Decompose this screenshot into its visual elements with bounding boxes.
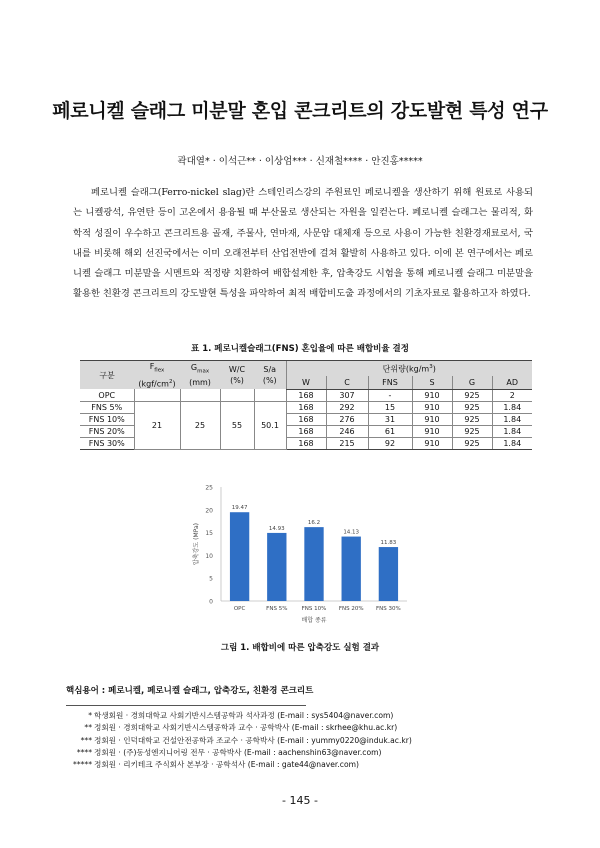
cell-empty (254, 389, 286, 401)
keywords: 핵심용어 : 페로니켈, 페로니켈 슬래그, 압축강도, 친환경 콘크리트 (66, 686, 314, 696)
footnote-text: 정회원 · (주)동성엔지니어링 전무 · 공학박사 (E-mail : aachenshin63@naver.com) (94, 747, 382, 757)
x-tick-label: FNS 10% (301, 606, 327, 612)
header-type: 구분 (80, 361, 134, 390)
cell-sa: 50.1 (254, 401, 286, 449)
bar (342, 537, 361, 601)
footnote-mark: ***** (73, 760, 92, 770)
footnote-text: 정회원 · 인덕대학교 건설안전공학과 조교수 · 공학박사 (E-mail : yummy0220@induk.ac.kr) (94, 735, 412, 745)
footnote (66, 747, 412, 759)
header-fns: FNS (368, 376, 412, 389)
footnote (66, 710, 412, 722)
bar-value-label: 11.83 (380, 540, 397, 547)
header-gmax: $G_{max}$ (mm) (180, 361, 220, 390)
header-w: W (286, 376, 326, 389)
y-tick-label: 15 (205, 530, 213, 538)
cell-s: 910 (412, 413, 452, 425)
cell-w: 168 (286, 425, 326, 437)
row-label: FNS 5% (80, 401, 134, 413)
header-wc: W/C (%) (220, 361, 254, 390)
mix-proportion-table (80, 360, 532, 450)
footnote-mark: *** (80, 735, 92, 745)
header-sa: S/a (%) (254, 361, 286, 390)
y-tick-label: 0 (209, 598, 213, 606)
table-caption: 표 1. 페로니켈슬래그(FNS) 혼입율에 따른 배합비율 결정 (191, 344, 409, 354)
paper-title: 페로니켈 슬래그 미분말 혼입 콘크리트의 강도발현 특성 연구 (52, 100, 548, 122)
y-tick-label: 20 (205, 507, 213, 515)
cell-ad: 1.84 (492, 437, 532, 449)
bar-value-label: 16.2 (307, 520, 321, 527)
page-number: - 145 - (282, 794, 318, 807)
figure-caption: 그림 1. 배합비에 따른 압축강도 실험 결과 (220, 643, 380, 653)
cell-fns: 15 (368, 401, 412, 413)
cell-empty (180, 389, 220, 401)
table-row (80, 401, 532, 413)
bar (267, 533, 286, 601)
cell-c: 307 (326, 389, 368, 401)
abstract-paragraph: 페로니켈 슬래그(Ferro-nickel slag)란 스테인리스강의 주원료인 페로니켈을 생산하기 위해 원료로 사용되는 니켈광석, 유연탄 등이 고온에서 용융될 때 부산물로 생산되는 자원을 일컫는다. 페로니켈 슬래그는 물리적, 화학적 성질이 우수하고 콘크리트용 골재, 주물사, 연마재, 사문암 대체재 등으로 사용이 가능한 친환경재료로서, 국내를 비롯해 해외 선진국에서는 이미 오래전부터 산업전반에 걸쳐 활발히 사용하고 있다. 이에 본 연구에서는 페로니켈 슬래그 미분말을 시멘트와 적정량 치환하여 배합설계한 후, 압축강도 시험을 통해 페로니켈 슬래그 미분말을 활용한 친환경 콘크리트의 강도발현 특성을 파악하여 최적 배합비도출 과정에서의 기초자료로 활용하고자 하였다. (73, 187, 533, 300)
cell-ad: 1.84 (492, 401, 532, 413)
cell-g: 925 (452, 401, 492, 413)
bar-value-label: 14.93 (268, 525, 285, 532)
cell-fflex: 21 (134, 401, 180, 449)
footnote (66, 759, 412, 771)
row-label: FNS 10% (80, 413, 134, 425)
bar (379, 547, 398, 601)
row-label: FNS 30% (80, 437, 134, 449)
cell-w: 168 (286, 401, 326, 413)
cell-empty (220, 389, 254, 401)
cell-g: 925 (452, 437, 492, 449)
header-g: G (452, 376, 492, 389)
cell-g: 925 (452, 389, 492, 401)
cell-s: 910 (412, 437, 452, 449)
chart-svg (185, 477, 415, 627)
x-tick-label: FNS 30% (376, 606, 401, 612)
cell-ad: 2 (492, 389, 532, 401)
row-label: OPC (80, 389, 134, 401)
cell-empty (134, 389, 180, 401)
cell-fns: 61 (368, 425, 412, 437)
author-list: 곽대열* · 이석근** · 이상엄*** · 신재철**** · 안진홍***** (177, 156, 423, 167)
footnotes (66, 710, 412, 771)
footnote-text: 정회원 · 경희대학교 사회기반시스템공학과 교수 · 공학박사 (E-mail : skrhee@khu.ac.kr) (94, 723, 398, 733)
cell-fns: - (368, 389, 412, 401)
table-row (80, 389, 532, 401)
y-tick-label: 10 (205, 552, 213, 560)
cell-c: 292 (326, 401, 368, 413)
cell-w: 168 (286, 437, 326, 449)
cell-fns: 92 (368, 437, 412, 449)
bar-value-label: 19.47 (231, 505, 248, 512)
cell-ad: 1.84 (492, 425, 532, 437)
cell-c: 276 (326, 413, 368, 425)
cell-g: 925 (452, 413, 492, 425)
cell-s: 910 (412, 389, 452, 401)
x-tick-label: FNS 20% (338, 606, 364, 612)
footnote-text: 정회원 · 리키테크 주식회사 본부장 · 공학석사 (E-mail : gate44@naver.com) (94, 760, 359, 770)
footnote (66, 735, 412, 747)
cell-c: 215 (326, 437, 368, 449)
footnote-text: 학생회원 · 경희대학교 사회기반시스템공학과 석사과정 (E-mail : sys5404@naver.com) (94, 711, 394, 720)
y-tick-label: 25 (205, 484, 213, 492)
cell-g: 925 (452, 425, 492, 437)
y-axis-label: 압축강도 (MPa) (193, 523, 200, 565)
cell-c: 246 (326, 425, 368, 437)
footnote-mark: ** (84, 723, 92, 733)
cell-s: 910 (412, 401, 452, 413)
cell-gmax: 25 (180, 401, 220, 449)
bar (230, 512, 249, 601)
y-tick-label: 5 (209, 575, 213, 583)
cell-wc: 55 (220, 401, 254, 449)
footnote-divider (66, 705, 306, 706)
header-ad: AD (492, 376, 532, 389)
cell-w: 168 (286, 413, 326, 425)
cell-w: 168 (286, 389, 326, 401)
cell-s: 910 (412, 425, 452, 437)
header-unit-content: 단위량$(kg/m^3)$ (286, 361, 532, 376)
x-tick-label: FNS 5% (266, 606, 288, 612)
footnote-mark: * (88, 711, 92, 720)
row-label: FNS 20% (80, 425, 134, 437)
footnote (66, 722, 412, 734)
x-tick-label: OPC (233, 606, 246, 612)
footnote-mark: **** (76, 747, 92, 757)
header-s: S (412, 376, 452, 389)
x-axis-label: 배합 종류 (301, 617, 327, 624)
cell-fns: 31 (368, 413, 412, 425)
header-fflex: $F_{flex}$ $(kgf/cm^2)$ (134, 361, 180, 390)
header-c: C (326, 376, 368, 389)
bar-value-label: 14.13 (343, 529, 360, 536)
cell-ad: 1.84 (492, 413, 532, 425)
compressive-strength-chart (185, 477, 415, 627)
bar (304, 527, 323, 601)
